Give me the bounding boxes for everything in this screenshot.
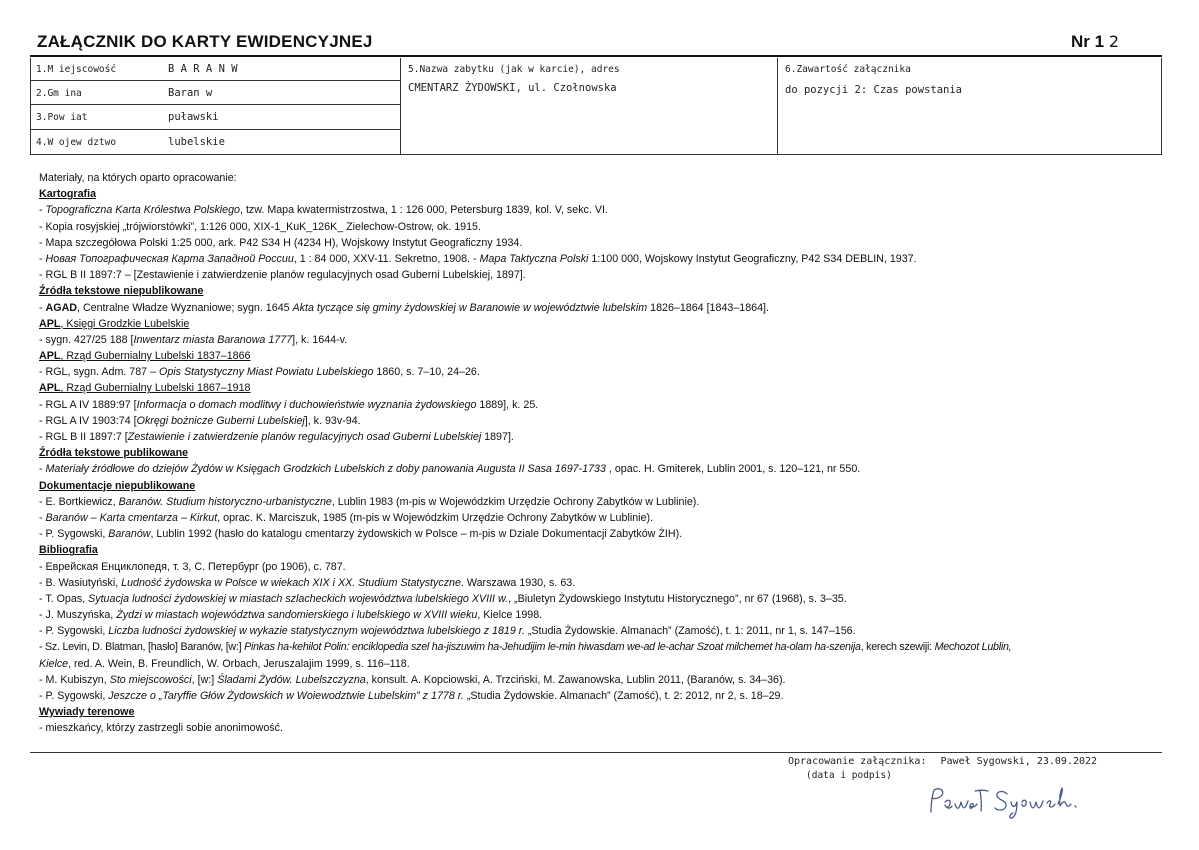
list-item-continuation: Kielce, red. A. Wein, B. Freundlich, W. Orbach, Jeruszalajim 1999, s. 116–118. [39,657,410,670]
list-item: - Sz. Levin, D. Blatman, [hasło] Baranów, [w:] Pinkas ha-kehilot Polin: enciklopedia szel ha-jiszuwim ha-Jehudijim le-min hiwasdam we-ad le-achar Szoat milchemet ha-olam ha-szenija, kerech szewiji: Mechozot Lublin, [39,641,1012,654]
nr-value: 2 [1108,32,1119,51]
footer-rule [30,752,1162,753]
info-grid [30,58,1162,155]
list-item: - P. Sygowski, Baranów, Lublin 1992 (hasło do katalogu cmentarzy żydowskich w Polsce – m-pis w Dziale Dokumentacji Zabytków ŻIH). [39,528,683,541]
list-item: - Topograficzna Karta Królestwa Polskiego, tzw. Mapa kwatermistrzostwa, 1 : 126 000, Petersburg 1839, kol. V, sekc. VI. [39,204,608,217]
section-zrodla-publikowane: Źródła tekstowe publikowane [39,447,189,460]
list-item: - Mapa szczegółowa Polski 1:25 000, ark. P42 S34 H (4234 H), Wojskowy Instytut Geograficzny 1934. [39,236,523,249]
archive-heading: APL, Rząd Gubernialny Lubelski 1837–1866 [39,350,251,363]
list-item: - Materiały źródłowe do dziejów Żydów w Księgach Grodzkich Lubelskich z doby panowania Augusta II Sasa 1697-1733 , opac. H. Gmiterek, Lublin 2001, s. 120–121, nr 550. [39,463,861,476]
grid-border-right [1161,58,1162,154]
list-item: - RGL, sygn. Adm. 787 – Opis Statystyczny Miast Powiatu Lubelskiego 1860, s. 7–10, 24–26. [39,366,480,379]
list-item: - AGAD, Centralne Władze Wyznaniowe; sygn. 1645 Akta tyczące się gminy żydowskiej w Baranowie w województwie lubelskim 1826–1864 [1843–1864]. [39,301,769,314]
list-item: - RGL B II 1897:7 – [Zestawienie i zatwierdzenie planów regulacyjnych osad Guberni Lubelskiej, 1897]. [39,269,526,282]
grid-border-left [30,58,31,154]
section-kartografia: Kartografia [39,188,97,201]
list-item: - Baranów – Karta cmentarza – Kirkut, oprac. K. Marciszuk, 1985 (m-pis w Wojewódzkim Urzędzie Ochrony Zabytków w Lublinie). [39,511,653,524]
handwritten-signature [925,782,1125,822]
prepared-by [788,756,1097,767]
field-miejscowosc-label: 1.M iejscowość [36,64,117,75]
list-item: - mieszkańcy, którzy zastrzegli sobie anonimowość. [39,722,283,735]
grid-row-line-2 [30,104,400,105]
list-item: - RGL A IV 1889:97 [Informacja o domach modlitwy i duchowieństwie wyznania żydowskiego 1889], k. 25. [39,398,539,411]
prepared-label: Opracowanie załącznika: [788,756,927,767]
list-item: - P. Sygowski, Liczba ludności żydowskiej w wykazie statystycznym województwa lubelskiego z 1819 r. „Studia Żydowskie. Almanach” (Zamość), t. 1: 2011, nr 1, s. 147–156. [39,625,856,638]
list-item: - M. Kubiszyn, Sto miejscowości, [w:] Śladami Żydów. Lubelszczyzna, konsult. A. Kopciowski, A. Trzciński, M. Zawanowska, Lublin 2011, (Baranów, s. 34–36). [39,673,786,686]
field-nazwa-value: CMENTARZ ŻYDOWSKI, ul. Czołnowska [408,82,617,94]
prepared-value: Paweł Sygowski, 23.09.2022 [940,756,1098,767]
materials-body [39,170,1169,737]
grid-divider-2 [777,58,778,154]
section-bibliografia: Bibliografia [39,544,98,557]
field-gmina-label: 2.Gm ina [36,88,82,99]
field-powiat-value: puławski [168,111,219,123]
nr-label: Nr 1 [1071,32,1105,51]
section-dokumentacje: Dokumentacje niepublikowane [39,479,196,492]
list-item: - Новая Топографическая Карта Западной Россuи, 1 : 84 000, XXV-11. Sekretno, 1908. - Mapa Taktyczna Polski 1:100 000, Wojskowy Instytut Geograficzny, P42 S34 DEBLIN, 1937. [39,252,917,265]
list-item: - B. Wasiutyński, Ludność żydowska w Polsce w wiekach XIX i XX. Studium Statystyczne. Warszawa 1930, s. 63. [39,576,576,589]
document-number [1071,32,1119,52]
field-nazwa-label: 5.Nazwa zabytku (jak w karcie), adres [408,64,620,75]
list-item: - Еврейская Енциклопедя, т. 3, С. Петербург (po 1906), с. 787. [39,560,346,573]
header-rule [30,55,1162,57]
grid-divider-1 [400,58,401,154]
field-gmina-value: Baran w [168,87,213,99]
list-item: - Kopia rosyjskiej „trójwiorstówki”, 1:126 000, XIX-1_KuK_126K_ Zielechow-Ostrow, ok. 1915. [39,220,481,233]
grid-row-line-1 [30,80,400,81]
list-item: - E. Bortkiewicz, Baranów. Studium historyczno-urbanistyczne, Lublin 1983 (m-pis w Wojewódzkim Urzędzie Ochrony Zabytków w Lublinie). [39,495,700,508]
field-zawartosc-label: 6.Zawartość załącznika [785,64,911,75]
archive-heading: APL, Rząd Gubernialny Lubelski 1867–1918 [39,382,251,395]
archive-heading: APL, Księgi Grodzkie Lubelskie [39,317,190,330]
field-powiat-label: 3.Pow iat [36,112,88,123]
list-item: - sygn. 427/25 188 [Inwentarz miasta Baranowa 1777], k. 1644-v. [39,333,348,346]
field-zawartosc-value: do pozycji 2: Czas powstania [785,84,963,96]
date-signature-label: (data i podpis) [806,770,892,781]
header [37,32,1159,54]
document-title: ZAŁĄCZNIK DO KARTY EWIDENCYJNEJ [37,32,373,51]
field-wojewodztwo-value: lubelskie [168,136,225,148]
section-zrodla-niepublikowane: Źródła tekstowe niepublikowane [39,285,204,298]
list-item: - P. Sygowski, Jeszcze o „Taryffie Głów Żydowskich w Woiewodztwie Lubelskim” z 1778 r. „Studia Żydowskie. Almanach” (Zamość), t. 2: 2012, nr 2, s. 18–29. [39,690,784,702]
materials-intro: Materiały, na których oparto opracowanie: [39,172,237,184]
field-wojewodztwo-label: 4.W ojew dztwo [36,137,117,148]
list-item: - RGL B II 1897:7 [Zestawienie i zatwierdzenie planów regulacyjnych osad Guberni Lubelskiej 1897]. [39,431,514,443]
list-item: - T. Opas, Sytuacja ludności żydowskiej w miastach szlacheckich województwa lubelskiego XVIII w., „Biuletyn Żydowskiego Instytutu Historycznego”, nr 67 (1968), s. 3–35. [39,592,847,605]
grid-row-line-3 [30,129,400,130]
list-item: - RGL A IV 1903:74 [Okręgi bożnicze Guberni Lubelskiej], k. 93v-94. [39,414,361,427]
section-wywiady: Wywiady terenowe [39,706,135,719]
field-miejscowosc-value: B A R A N W [168,63,238,75]
list-item: - J. Muszyńska, Żydzi w miastach województwa sandomierskiego i lubelskiego w XVIII wieku, Kielce 1998. [39,609,543,622]
